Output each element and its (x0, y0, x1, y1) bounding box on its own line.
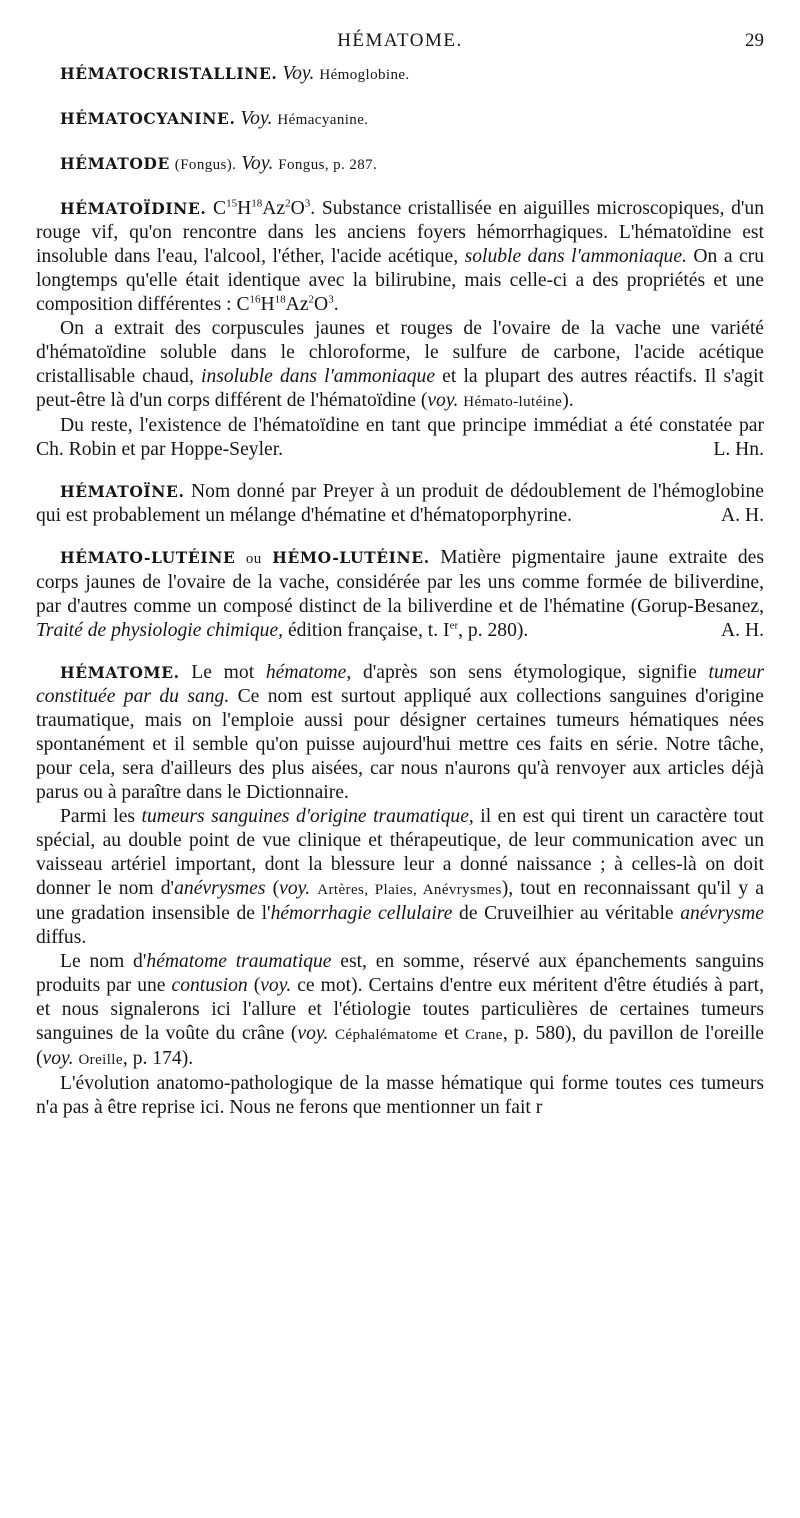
paragraph: L'évolution anatomo-pathologique de la masse hématique qui forme toutes ces tumeurs n'a pas à être reprise ici. Nous ne ferons que mentionner un fait r (36, 1073, 764, 1118)
author-signature: A. H. (721, 620, 764, 641)
entry-hematoidine (36, 197, 764, 462)
headword: HÉMATO-LUTÉINE (60, 548, 236, 567)
running-title: HÉMATOME. (337, 30, 463, 51)
voy-reference: Voy. (282, 63, 315, 84)
book-title: Traité de physiologie chimique, (36, 620, 284, 641)
entry-hematoluteine (36, 546, 764, 643)
entry-hematome (36, 661, 764, 1120)
paragraph: Du reste, l'existence de l'hématoïdine en tant que principe immédiat a été constatée par Ch. Robin et par Hoppe-Seyler. L. Hn. (36, 415, 764, 460)
headword: HÉMATOÏDINE. (60, 199, 207, 218)
author-signature: L. Hn. (713, 439, 764, 460)
entry-hematode (36, 152, 764, 177)
cross-reference: Fongus, p. 287. (278, 157, 378, 173)
author-signature: A. H. (721, 505, 764, 526)
chemical-formula: $C^{15}H^{18}Az^2O^3$ (213, 197, 311, 219)
headword: HÉMATODE (60, 154, 170, 173)
voy-reference: Voy. (240, 108, 273, 129)
paragraph: Parmi les tumeurs sanguines d'origine traumatique, il en est qui tirent un caractère tout spécial, au double point de vue clinique et thérapeutique, de leur communication avec un vaisseau artériel important, dont la blessure leur a donné naissance ; à celles-là on doit donner le nom d'anévrysmes (voy. Artères, Plaies, Anévrysmes), tout en reconnaissant qu'il y a une gradation insensible de l'hémorrhagie cellulaire de Cruveilhier au véritable anévrysme diffus. (36, 806, 764, 948)
paragraph: HÉMATOME. Le mot hématome, d'après son sens étymologique, signifie tumeur constituée par du sang. Ce nom est surtout appliqué aux collections sanguines d'origine traumatique, mais on l'emploie aussi pour désigner certaines tumeurs hématiques nées spontanément et il semble qu'on puisse aujourd'hui mettre ces faits en série. Notre tâche, pour cela, sera d'ailleurs des plus aisées, car nous n'aurons qu'à renvoyer aux articles déjà parus ou à paraître dans le Dictionnaire. (36, 662, 765, 803)
chemical-formula: $C^{16}H^{18}Az^2O^3$ (236, 293, 334, 315)
cross-reference: Hémoglobine. (319, 67, 410, 83)
dictionary-page (36, 30, 764, 1140)
cross-reference: Hémacyanine. (277, 112, 369, 128)
headword: HÉMATOME. (60, 663, 180, 682)
headword: HÉMATOCRISTALLINE. (60, 64, 278, 83)
headword-alt: HÉMO-LUTÉINE. (272, 548, 430, 567)
headword: HÉMATOÏNE. (60, 482, 185, 501)
paragraph: HÉMATOÏDINE. $C^{15}H^{18}Az^2O^3$. Substance cristallisée en aiguilles microscopiques, d'un rouge vif, qu'on rencontre dans les anciens foyers hémorrhagiques. L'hématoïdine est insoluble dans l'eau, l'alcool, l'éther, l'acide acétique, soluble dans l'ammoniaque. On a cru longtemps qu'elle était identique avec la bilirubine, mais celle-ci a des propriétés et une composition différentes : $C^{16}H^{18}Az^2O^3$. (36, 197, 765, 315)
paragraph: Le nom d'hématome traumatique est, en somme, réservé aux épanchements sanguins produits par une contusion (voy. ce mot). Certains d'entre eux méritent d'être étudiés à part, et nous signalerons ici l'allure et l'étiologie toutes particulières de certaines tumeurs sanguines de la voûte du crâne (voy. Céphalématome et Crane, p. 580), du pavillon de l'oreille (voy. Oreille, p. 174). (36, 951, 764, 1069)
page-number: 29 (745, 30, 764, 51)
paragraph: HÉMATOÏNE. Nom donné par Preyer à un produit de dédoublement de l'hémoglobine qui est probablement un mélange d'hématine et d'hématoporphyrine. A. H. (36, 481, 764, 526)
paragraph: HÉMATO-LUTÉINE ou HÉMO-LUTÉINE. Matière pigmentaire jaune extraite des corps jaunes de l'ovaire de la vache, considérée par les uns comme formée de biliverdine, par d'autres comme un composé distinct de la biliverdine et de l'hématine (Gorup-Besanez, Traité de physiologie chimique, édition française, t. Ier, p. 280). A. H. (36, 547, 765, 641)
entry-hematoine (36, 480, 764, 528)
entry-hematocristalline (36, 62, 764, 87)
entry-hematocyanine (36, 107, 764, 132)
headword: HÉMATOCYANINE. (60, 109, 236, 128)
subject-qualifier: (Fongus). (174, 157, 237, 173)
running-header (36, 30, 764, 56)
voy-reference: Voy. (241, 153, 274, 174)
paragraph: On a extrait des corpuscules jaunes et rouges de l'ovaire de la vache une variété d'hématoïdine soluble dans le chloroforme, le sulfure de carbone, l'acide acétique cristallisable chaud, insoluble dans l'ammoniaque et la plupart des autres réactifs. Il s'agit peut-être là d'un corps différent de l'hématoïdine (voy. Hémato-lutéine). (36, 318, 764, 411)
